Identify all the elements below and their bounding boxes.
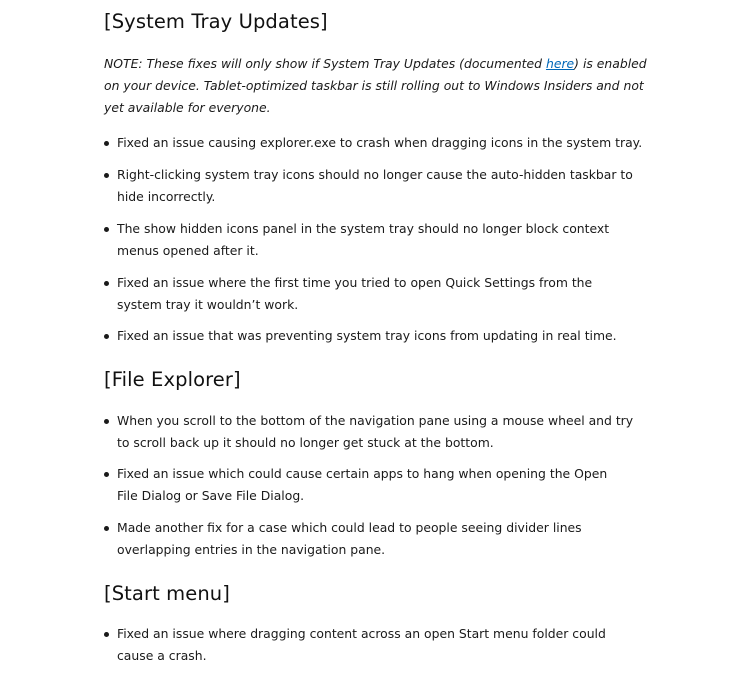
list-item	[104, 218, 637, 262]
bullet-icon	[104, 227, 109, 232]
list-item	[104, 272, 637, 316]
note-text-before: NOTE: These fixes will only show if System Tray Updates (documented	[104, 56, 546, 71]
bullet-icon	[104, 419, 109, 424]
list-item	[104, 517, 637, 561]
list-item	[104, 164, 637, 208]
list-item	[104, 410, 637, 454]
section-heading-file-explorer: [File Explorer]	[104, 368, 241, 391]
list-item	[104, 132, 647, 154]
bullet-icon	[104, 141, 109, 146]
bullet-icon	[104, 173, 109, 178]
bullet-icon	[104, 632, 109, 637]
list-item-text: The show hidden icons panel in the system tray should no longer block context menus opened after it.	[117, 221, 610, 258]
list-item	[104, 463, 627, 507]
bullet-icon	[104, 526, 109, 531]
list-item-text: Fixed an issue that was preventing system tray icons from updating in real time.	[117, 328, 617, 343]
list-item	[104, 325, 647, 347]
section-heading-start-menu: [Start menu]	[104, 582, 230, 605]
bullet-icon	[104, 334, 109, 339]
list-item-text: Fixed an issue where the first time you tried to open Quick Settings from the system tray it wouldn’t work.	[117, 275, 593, 312]
list-item	[104, 623, 637, 667]
list-item-text: Made another fix for a case which could lead to people seeing divider lines overlapping entries in the navigation pane.	[117, 520, 582, 557]
list-item-text: Fixed an issue which could cause certain apps to hang when opening the Open File Dialog or Save File Dialog.	[117, 466, 608, 503]
bullet-icon	[104, 281, 109, 286]
note-text-after: ) is enabled on your device. Tablet-optimized taskbar is still rolling out to Windows Insiders and not yet available for everyone.	[104, 56, 647, 115]
list-item-text: Fixed an issue causing explorer.exe to crash when dragging icons in the system tray.	[117, 135, 643, 150]
list-item-text: Fixed an issue where dragging content across an open Start menu folder could cause a crash.	[117, 626, 606, 663]
bullet-icon	[104, 472, 109, 477]
note-link-here[interactable]: here	[545, 56, 575, 71]
section-note	[104, 53, 652, 119]
section-heading-system-tray: [System Tray Updates]	[104, 10, 328, 33]
list-item-text: When you scroll to the bottom of the navigation pane using a mouse wheel and try to scroll back up it should no longer get stuck at the bottom.	[117, 413, 634, 450]
list-item-text: Right-clicking system tray icons should no longer cause the auto-hidden taskbar to hide incorrectly.	[117, 167, 633, 204]
